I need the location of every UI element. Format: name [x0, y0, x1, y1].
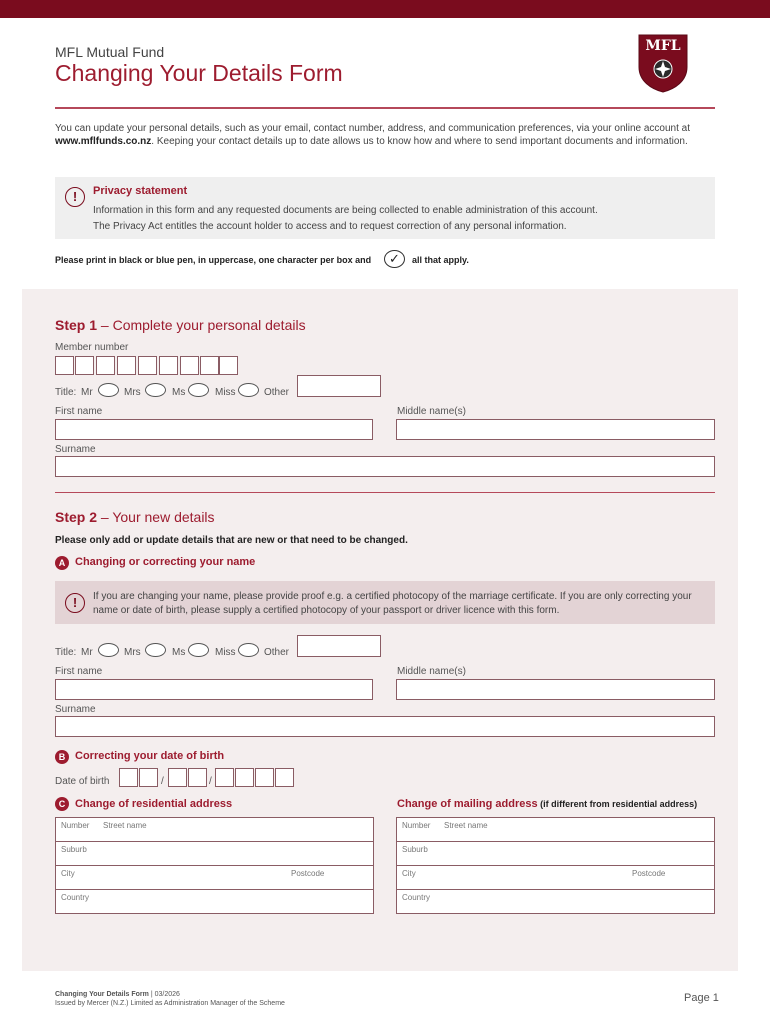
title-option-ms: Ms [172, 387, 186, 398]
alert-icon: ! [65, 593, 85, 613]
residential-address-field[interactable]: Number Street name Suburb City Postcode Country [55, 817, 374, 914]
step2-note: Please only add or update details that are new or that need to be changed. [55, 535, 408, 546]
radio-mrs[interactable] [145, 383, 166, 397]
title-option-miss: Miss [215, 647, 236, 658]
radio-mrs[interactable] [145, 643, 166, 657]
step1-heading: Step 1 – Complete your personal details [55, 317, 306, 333]
print-instructions-end: all that apply. [412, 255, 469, 265]
step2-heading: Step 2 – Your new details [55, 509, 215, 525]
section-b-title: Correcting your date of birth [75, 750, 225, 762]
middle-names-label: Middle name(s) [397, 406, 466, 417]
title-option-other: Other [264, 387, 290, 398]
logo-emblem-icon [654, 60, 672, 78]
surname-label: Surname [55, 444, 96, 455]
dob-separator: / [209, 776, 212, 787]
page-title: Changing Your Details Form [55, 60, 343, 86]
first-name-label: First name [55, 406, 103, 417]
radio-ms[interactable] [188, 383, 209, 397]
dob-label: Date of birth [55, 776, 110, 787]
section-a-title: Changing or correcting your name [75, 556, 256, 568]
title-option-mrs: Mrs [124, 647, 141, 658]
print-instructions: Please print in black or blue pen, in uppercase, one character per box and [55, 255, 372, 265]
mfl-logo [637, 33, 689, 93]
radio-mr[interactable] [98, 383, 119, 397]
surname-field[interactable] [55, 456, 715, 477]
title-label: Title: [55, 647, 77, 658]
radio-mr[interactable] [98, 643, 119, 657]
surname-label: Surname [55, 704, 96, 715]
privacy-title: Privacy statement [93, 185, 188, 197]
intro-paragraph: You can update your personal details, such as your email, contact number, address, and communication preferences, via your online account at www.mflfunds.co.nz. Keeping your contact details up to date allows us to know how and where to send important documents and information. [55, 123, 690, 147]
alert-icon: ! [65, 187, 85, 207]
title-option-miss: Miss [215, 387, 236, 398]
title-option-ms: Ms [172, 647, 186, 658]
middle-names-label: Middle name(s) [397, 666, 466, 677]
footer-info: Changing Your Details Form | 03/2026 Issued by Mercer (N.Z.) Limited as Administration Manager of the Scheme [55, 991, 285, 1007]
first-name-label: First name [55, 666, 103, 677]
radio-miss[interactable] [238, 383, 259, 397]
surname-field[interactable] [55, 716, 715, 737]
section-c-badge: C [55, 797, 69, 811]
title-option-other: Other [264, 647, 290, 658]
radio-miss[interactable] [238, 643, 259, 657]
header-rule [55, 107, 715, 109]
name-change-notice-text: If you are changing your name, please provide proof e.g. a certified photocopy of the marriage certificate. If you are only correcting your name or date of birth, please supply a certified photocopy of your passport or driver licence with this form. [93, 591, 692, 616]
dob-separator: / [161, 776, 164, 787]
member-number-label: Member number [55, 342, 129, 353]
brand-name: MFL Mutual Fund [55, 44, 165, 60]
checkmark-icon: ✓ [384, 250, 405, 268]
title-option-mr: Mr [81, 647, 93, 658]
title-option-mr: Mr [81, 387, 93, 398]
middle-names-field[interactable] [396, 679, 715, 700]
section-a-badge: A [55, 556, 69, 570]
title-option-mrs: Mrs [124, 387, 141, 398]
other-title-field[interactable] [297, 635, 381, 657]
section-c-title: Change of residential address [75, 798, 233, 810]
page-number: Page 1 [684, 992, 719, 1004]
title-label: Title: [55, 387, 77, 398]
middle-names-field[interactable] [396, 419, 715, 440]
website-link[interactable]: www.mflfunds.co.nz [55, 136, 152, 147]
mailing-address-title: Change of mailing address (if different from residential address) [397, 798, 698, 810]
logo-text: MFL [645, 38, 681, 54]
other-title-field[interactable] [297, 375, 381, 397]
section-b-badge: B [55, 750, 69, 764]
first-name-field[interactable] [55, 679, 373, 700]
privacy-text: Information in this form and any requested documents are being collected to enable administration of this account. The Privacy Act entitles the account holder to access and to request correction of any personal information. [93, 205, 598, 232]
first-name-field[interactable] [55, 419, 373, 440]
radio-ms[interactable] [188, 643, 209, 657]
section-divider [55, 492, 715, 493]
top-bar [0, 0, 770, 18]
mailing-address-field[interactable]: Number Street name Suburb City Postcode Country [396, 817, 715, 914]
